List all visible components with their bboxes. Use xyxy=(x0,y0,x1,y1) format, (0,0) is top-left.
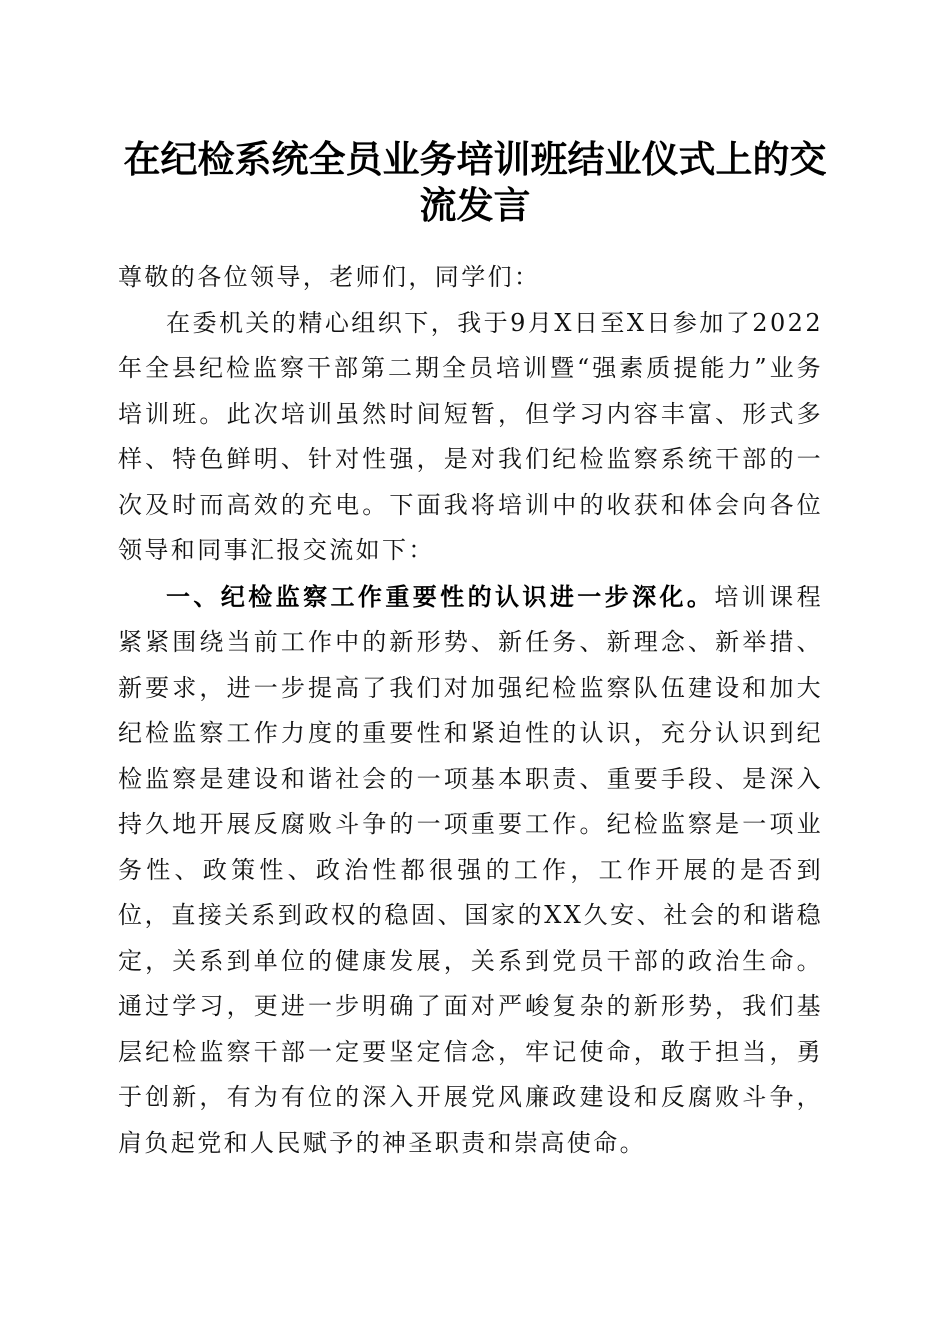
section-1-text: 培训课程紧紧围绕当前工作中的新形势、新任务、新理念、新举措、新要求，进一步提高了我们对加强纪检监察队伍建设和加大纪检监察工作力度的重要性和紧迫性的认识，充分认识到纪检监察是建设和谐社会的一项基本职责、重要手段、是深入持久地开展反腐败斗争的一项重要工作。纪检监察是一项业务性、政策性、政治性都很强的工作，工作开展的是否到位，直接关系到政权的稳固、国家的XX久安、社会的和谐稳定，关系到单位的健康发展，关系到党员干部的政治生命。通过学习，更进一步明确了面对严峻复杂的新形势，我们基层纪检监察干部一定要坚定信念，牢记使命，敢于担当，勇于创新，有为有位的深入开展党风廉政建设和反腐败斗争，肩负起党和人民赋予的神圣职责和崇高使命。 xyxy=(118,582,823,1157)
document-title: 在纪检系统全员业务培训班结业仪式上的交流发言 xyxy=(123,137,827,227)
document-body xyxy=(118,255,823,1166)
intro-paragraph: 在委机关的精心组织下，我于9月X日至X日参加了2022年全县纪检监察干部第二期全员培训暨“强素质提能力”业务培训班。此次培训虽然时间短暂，但学习内容丰富、形式多样、特色鲜明、针对性强，是对我们纪检监察系统干部的一次及时而高效的充电。下面我将培训中的收获和体会向各位领导和同事汇报交流如下： xyxy=(118,308,823,564)
section-1-paragraph xyxy=(118,574,823,1167)
section-1-heading: 一、纪检监察工作重要性的认识进一步深化。 xyxy=(166,581,715,611)
salutation: 尊敬的各位领导，老师们，同学们： xyxy=(118,263,541,291)
